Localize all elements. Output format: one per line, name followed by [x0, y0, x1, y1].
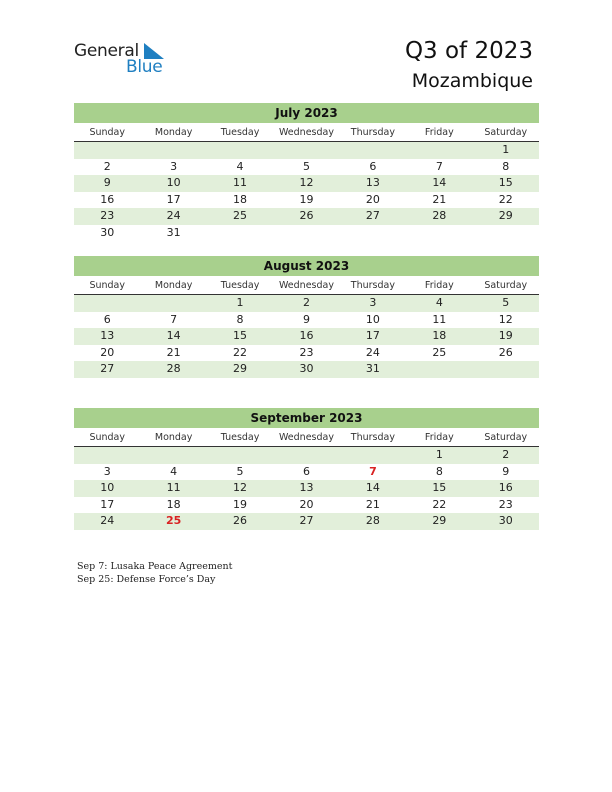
- day-cell: [74, 295, 140, 312]
- day-cell: [406, 361, 472, 378]
- day-cell: 9: [502, 464, 510, 478]
- day-cell: [207, 225, 273, 242]
- day-cell: 1: [435, 448, 443, 461]
- day-cell: 13: [100, 329, 115, 342]
- week-row: [74, 497, 539, 514]
- day-cell: 14: [166, 329, 181, 342]
- day-cell: 18: [166, 497, 181, 511]
- month-calendar-august: [74, 256, 539, 378]
- day-cell: 24: [100, 514, 115, 527]
- day-cell: 17: [365, 329, 380, 342]
- day-cell: [273, 447, 339, 464]
- day-cell: 23: [100, 209, 115, 222]
- week-row: [74, 192, 539, 209]
- weekday-label: Friday: [424, 127, 454, 138]
- week-row: [74, 361, 539, 378]
- weekday-label: Thursday: [350, 280, 395, 291]
- day-cell: 6: [369, 159, 377, 173]
- day-cell: 20: [100, 345, 115, 359]
- day-cell: 20: [299, 497, 314, 511]
- holiday-note: Sep 25: Defense Force’s Day: [77, 574, 216, 585]
- page-title: Q3 of 2023: [404, 38, 533, 64]
- holiday-day-cell: 25: [165, 514, 182, 527]
- month-title: July 2023: [74, 103, 539, 123]
- day-cell: 8: [236, 312, 244, 326]
- day-cell: 5: [302, 159, 310, 173]
- day-cell: 31: [166, 225, 181, 239]
- day-cell: 8: [435, 464, 443, 478]
- week-row: [74, 208, 539, 225]
- day-cell: 9: [302, 312, 310, 326]
- day-cell: 18: [233, 192, 248, 206]
- month-calendar-july: [74, 103, 539, 241]
- day-cell: 1: [502, 143, 510, 156]
- day-cell: 3: [369, 296, 377, 309]
- day-cell: [473, 225, 539, 242]
- day-cell: 10: [100, 481, 115, 494]
- day-cell: [74, 142, 140, 159]
- day-cell: 4: [435, 296, 443, 309]
- weekday-label: Sunday: [89, 280, 125, 291]
- day-cell: 4: [170, 464, 178, 478]
- day-cell: 14: [365, 481, 380, 494]
- generalblue-logo: [74, 41, 174, 81]
- day-cell: 22: [432, 497, 447, 511]
- day-cell: 24: [166, 209, 181, 222]
- day-cell: 7: [435, 159, 443, 173]
- day-cell: [140, 142, 206, 159]
- day-cell: 2: [103, 159, 111, 173]
- day-cell: 21: [166, 345, 181, 359]
- day-cell: [207, 142, 273, 159]
- day-cell: [273, 225, 339, 242]
- day-cell: [340, 225, 406, 242]
- day-cell: 28: [365, 514, 380, 527]
- day-cell: 28: [166, 362, 181, 375]
- weekday-header-row: [74, 429, 539, 447]
- day-cell: [207, 447, 273, 464]
- day-cell: 17: [166, 192, 181, 206]
- day-cell: 12: [233, 481, 248, 494]
- week-row: [74, 464, 539, 481]
- day-cell: 29: [498, 209, 513, 222]
- month-calendar-september: [74, 408, 539, 530]
- weekday-label: Wednesday: [278, 280, 334, 291]
- day-cell: 1: [236, 296, 244, 309]
- week-row: [74, 328, 539, 345]
- day-cell: 16: [498, 481, 513, 494]
- holiday-day-cell: 7: [369, 464, 377, 478]
- day-cell: 29: [432, 514, 447, 527]
- day-cell: 8: [502, 159, 510, 173]
- weekday-header-row: [74, 277, 539, 295]
- day-cell: 4: [236, 159, 244, 173]
- week-row: [74, 345, 539, 362]
- day-cell: 23: [498, 497, 513, 511]
- weekday-label: Tuesday: [220, 127, 260, 138]
- weekday-label: Tuesday: [220, 280, 260, 291]
- day-cell: 27: [299, 514, 314, 527]
- day-cell: 19: [233, 497, 248, 511]
- day-cell: 30: [498, 514, 513, 527]
- day-cell: 13: [299, 481, 314, 494]
- day-cell: 25: [233, 209, 248, 222]
- day-cell: 7: [170, 312, 178, 326]
- week-row: [74, 513, 539, 530]
- day-cell: [273, 142, 339, 159]
- week-row: [74, 312, 539, 329]
- day-cell: 25: [432, 345, 447, 359]
- day-cell: 19: [299, 192, 314, 206]
- day-cell: 26: [299, 209, 314, 222]
- day-cell: 12: [498, 312, 513, 326]
- day-cell: 22: [498, 192, 513, 206]
- week-row: [74, 175, 539, 192]
- day-cell: 21: [365, 497, 380, 511]
- day-cell: [406, 142, 472, 159]
- day-cell: 10: [365, 312, 380, 326]
- day-cell: 11: [166, 481, 181, 494]
- day-cell: 29: [233, 362, 248, 375]
- week-row: [74, 447, 539, 464]
- day-cell: 31: [365, 362, 380, 375]
- day-cell: 3: [103, 464, 111, 478]
- day-cell: 6: [302, 464, 310, 478]
- day-cell: 23: [299, 345, 314, 359]
- weekday-label: Tuesday: [220, 432, 260, 443]
- day-cell: 20: [365, 192, 380, 206]
- day-cell: 24: [365, 345, 380, 359]
- day-cell: 6: [103, 312, 111, 326]
- day-cell: [473, 361, 539, 378]
- day-cell: 15: [233, 329, 248, 342]
- weekday-label: Wednesday: [278, 127, 334, 138]
- day-cell: 14: [432, 176, 447, 189]
- day-cell: [74, 447, 140, 464]
- day-cell: 27: [365, 209, 380, 222]
- weekday-label: Saturday: [484, 280, 528, 291]
- day-cell: 26: [498, 345, 513, 359]
- weekday-label: Friday: [424, 280, 454, 291]
- day-cell: 11: [432, 312, 447, 326]
- weekday-label: Thursday: [350, 127, 395, 138]
- day-cell: 26: [233, 514, 248, 527]
- logo-text-general: General: [74, 41, 139, 61]
- day-cell: 13: [365, 176, 380, 189]
- weekday-label: Thursday: [350, 432, 395, 443]
- day-cell: 22: [233, 345, 248, 359]
- day-cell: 10: [166, 176, 181, 189]
- weekday-label: Wednesday: [278, 432, 334, 443]
- country-name: Mozambique: [411, 70, 533, 92]
- day-cell: 16: [299, 329, 314, 342]
- day-cell: [340, 447, 406, 464]
- day-cell: 2: [302, 296, 310, 309]
- day-cell: 2: [502, 448, 510, 461]
- day-cell: 30: [100, 225, 115, 239]
- week-row: [74, 295, 539, 312]
- day-cell: 30: [299, 362, 314, 375]
- day-cell: 27: [100, 362, 115, 375]
- weekday-label: Saturday: [484, 127, 528, 138]
- day-cell: 21: [432, 192, 447, 206]
- day-cell: 17: [100, 497, 115, 511]
- weekday-label: Monday: [154, 432, 193, 443]
- week-row: [74, 480, 539, 497]
- day-cell: 15: [498, 176, 513, 189]
- weekday-label: Saturday: [484, 432, 528, 443]
- day-cell: 18: [432, 329, 447, 342]
- weekday-label: Sunday: [89, 127, 125, 138]
- week-row: [74, 159, 539, 176]
- logo-text-blue: Blue: [126, 57, 163, 77]
- day-cell: [140, 447, 206, 464]
- week-row: [74, 142, 539, 159]
- day-cell: 3: [170, 159, 178, 173]
- day-cell: 5: [502, 296, 510, 309]
- weekday-label: Monday: [154, 280, 193, 291]
- month-title: August 2023: [74, 256, 539, 276]
- day-cell: 5: [236, 464, 244, 478]
- day-cell: 12: [299, 176, 314, 189]
- weekday-header-row: [74, 124, 539, 142]
- day-cell: 15: [432, 481, 447, 494]
- weekday-label: Sunday: [89, 432, 125, 443]
- weekday-label: Friday: [424, 432, 454, 443]
- month-title: September 2023: [74, 408, 539, 428]
- day-cell: [140, 295, 206, 312]
- day-cell: 19: [498, 329, 513, 342]
- day-cell: [340, 142, 406, 159]
- day-cell: 11: [233, 176, 248, 189]
- day-cell: 28: [432, 209, 447, 222]
- day-cell: 16: [100, 192, 115, 206]
- holiday-notes: [77, 560, 232, 586]
- day-cell: 9: [103, 176, 111, 189]
- day-cell: [406, 225, 472, 242]
- weekday-label: Monday: [154, 127, 193, 138]
- holiday-note: Sep 7: Lusaka Peace Agreement: [77, 561, 233, 572]
- week-row: [74, 225, 539, 242]
